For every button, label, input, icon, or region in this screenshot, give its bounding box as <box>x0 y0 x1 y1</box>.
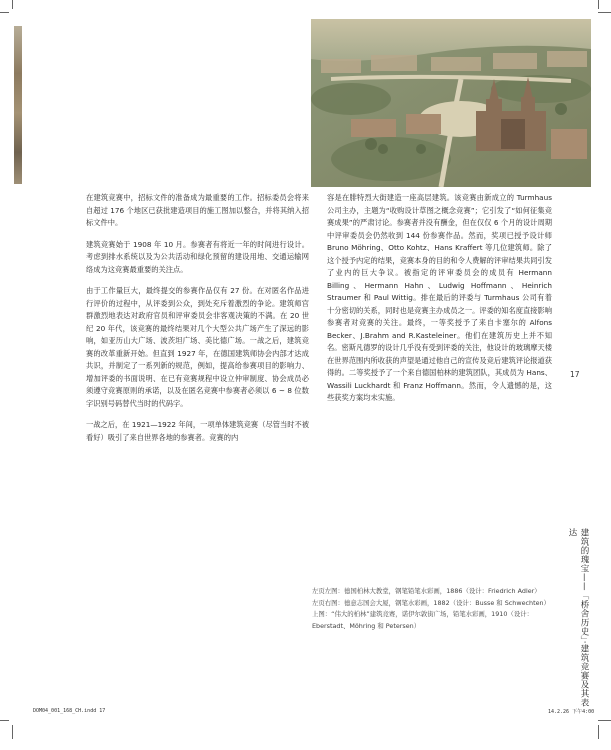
caption: 上图：“伟大的柏林”建筑竞赛，诺伊尔敦街广场，铅笔水彩画，1910（设计：Eberstadt、Möhring 和 Petersen） <box>312 610 533 630</box>
paragraph: 在建筑竞赛中，招标文件的准备成为最重要的工作。招标委员会将来自超过 176 个地区已获批建造项目的施工图加以整合，并将其纳入招标文件中。 <box>86 193 309 227</box>
print-file-label: DOM04_001_168_CH.indd 17 <box>33 708 106 714</box>
crop-mark <box>12 725 13 739</box>
crop-mark <box>598 0 599 9</box>
crop-mark <box>0 720 9 721</box>
print-timestamp: 14.2.26 下午4:00 <box>548 709 595 715</box>
body-text-left-column <box>86 192 309 453</box>
paragraph: 建筑竞赛始于 1908 年 10 月。参赛者有将近一年的时间进行设计。考虑到排水系统以及为公共活动和绿化预留的建设用地、交通运输网络成为这竞赛最重要的关注点。 <box>86 239 309 274</box>
paragraph: 容是在腓特烈大街建造一座高层建筑。该竞赛由新成立的 Turmhaus 公司主办，主题为“收购设计草图之概念竞赛”；它引发了“如何征集竞赛成果”的严肃讨论。参赛者并没有酬金，但在仅仅 6 个月的设计周期中评审委员会仍然收到 144 份参赛作品。然而，奖项已授予设计师 Bruno Möhring、Otto Kohtz、Hans Kraffert 等几位建筑师。除了这个授予内定的结果，竞赛本身的目的和令人费解的评审结果共同引发了业内的巨大争议。被指定的评审委员会的成员有 Hermann Billing、Hermann Hahn、Ludwig Hoffmann、Heinrich Straumer 和 Paul Wittig。排在最后的评委与 Turmhaus 公司有着十分密切的关系，同时也是竞赛主办成员之一。评委的知名度直接影响参赛者对竞赛的关注。最终，一等奖授予了来自卡塞尔的 Alfons Becker、J.Brahm and R.Kasteleiner。他们在建筑历史上并不知名。密斯凡德罗的设计几乎没有受到评委的关注，他设计的玻璃摩天楼在世界范围内所收获的声望是通过他自己的宣传及竞后建筑评论报道获得的。二等奖授予了一个来自德国柏林的建筑团队，其成员为 Hans、Wassili Luckhardt 和 Franz Hoffmann。然而，令人遗憾的是，这些获奖方案均未实施。 <box>327 193 552 402</box>
paragraph: 一战之后，在 1921—1922 年间，一项单体建筑竞赛（尽管当时不被看好）吸引了来自世界各地的参赛者。竞赛的内 <box>86 420 309 442</box>
left-page-image-edge <box>14 26 22 184</box>
crop-mark <box>598 12 611 13</box>
aerial-city-illustration <box>311 19 591 187</box>
crop-mark <box>0 12 9 13</box>
crop-mark <box>598 720 611 721</box>
crop-mark <box>598 725 599 739</box>
running-title: 建筑的瑰宝——「桥舍历史」·建筑竞赛及其表达 <box>567 528 589 707</box>
crop-mark <box>12 0 13 9</box>
body-text-right-column <box>327 192 552 414</box>
caption: 左页左图：德国柏林大教堂，钢笔铅笔水彩画，1886（设计：Friedrich Adler） <box>312 587 541 595</box>
page-number: 17 <box>570 370 580 379</box>
paragraph: 由于工作量巨大，最终提交的参赛作品仅有 27 份。在对匿名作品进行评价的过程中，从评委到公众，到处充斥着激烈的争论。建筑师官群激烈地表达对政府官员和评审委员会非客观决策的不满。在 20 世纪 20 年代，该竞赛的最终结果对几个大型公共广场产生了深远的影响，如亚历山大广场、波茨坦广场、美比德广场。一战之后，建筑竞赛的改革重新开始。但直到 1927 年，在德国建筑师协会内部才达成共识，并制定了一系列新的规范，例如，提高给参赛项目的影响力、增加评委的书面说明、在已有竞赛规程中设立仲审制度、协会成员必须遵守竞赛原则的承诺，以及在匿名竞赛中参赛者必须以 6 ~ 8 位数字识别号码替代当时的代码字。 <box>86 286 309 408</box>
image-captions <box>312 586 552 632</box>
caption: 左页右图：德意志国会大厦，钢笔水彩画，1882（设计：Busse 和 Schwechten） <box>312 598 550 607</box>
